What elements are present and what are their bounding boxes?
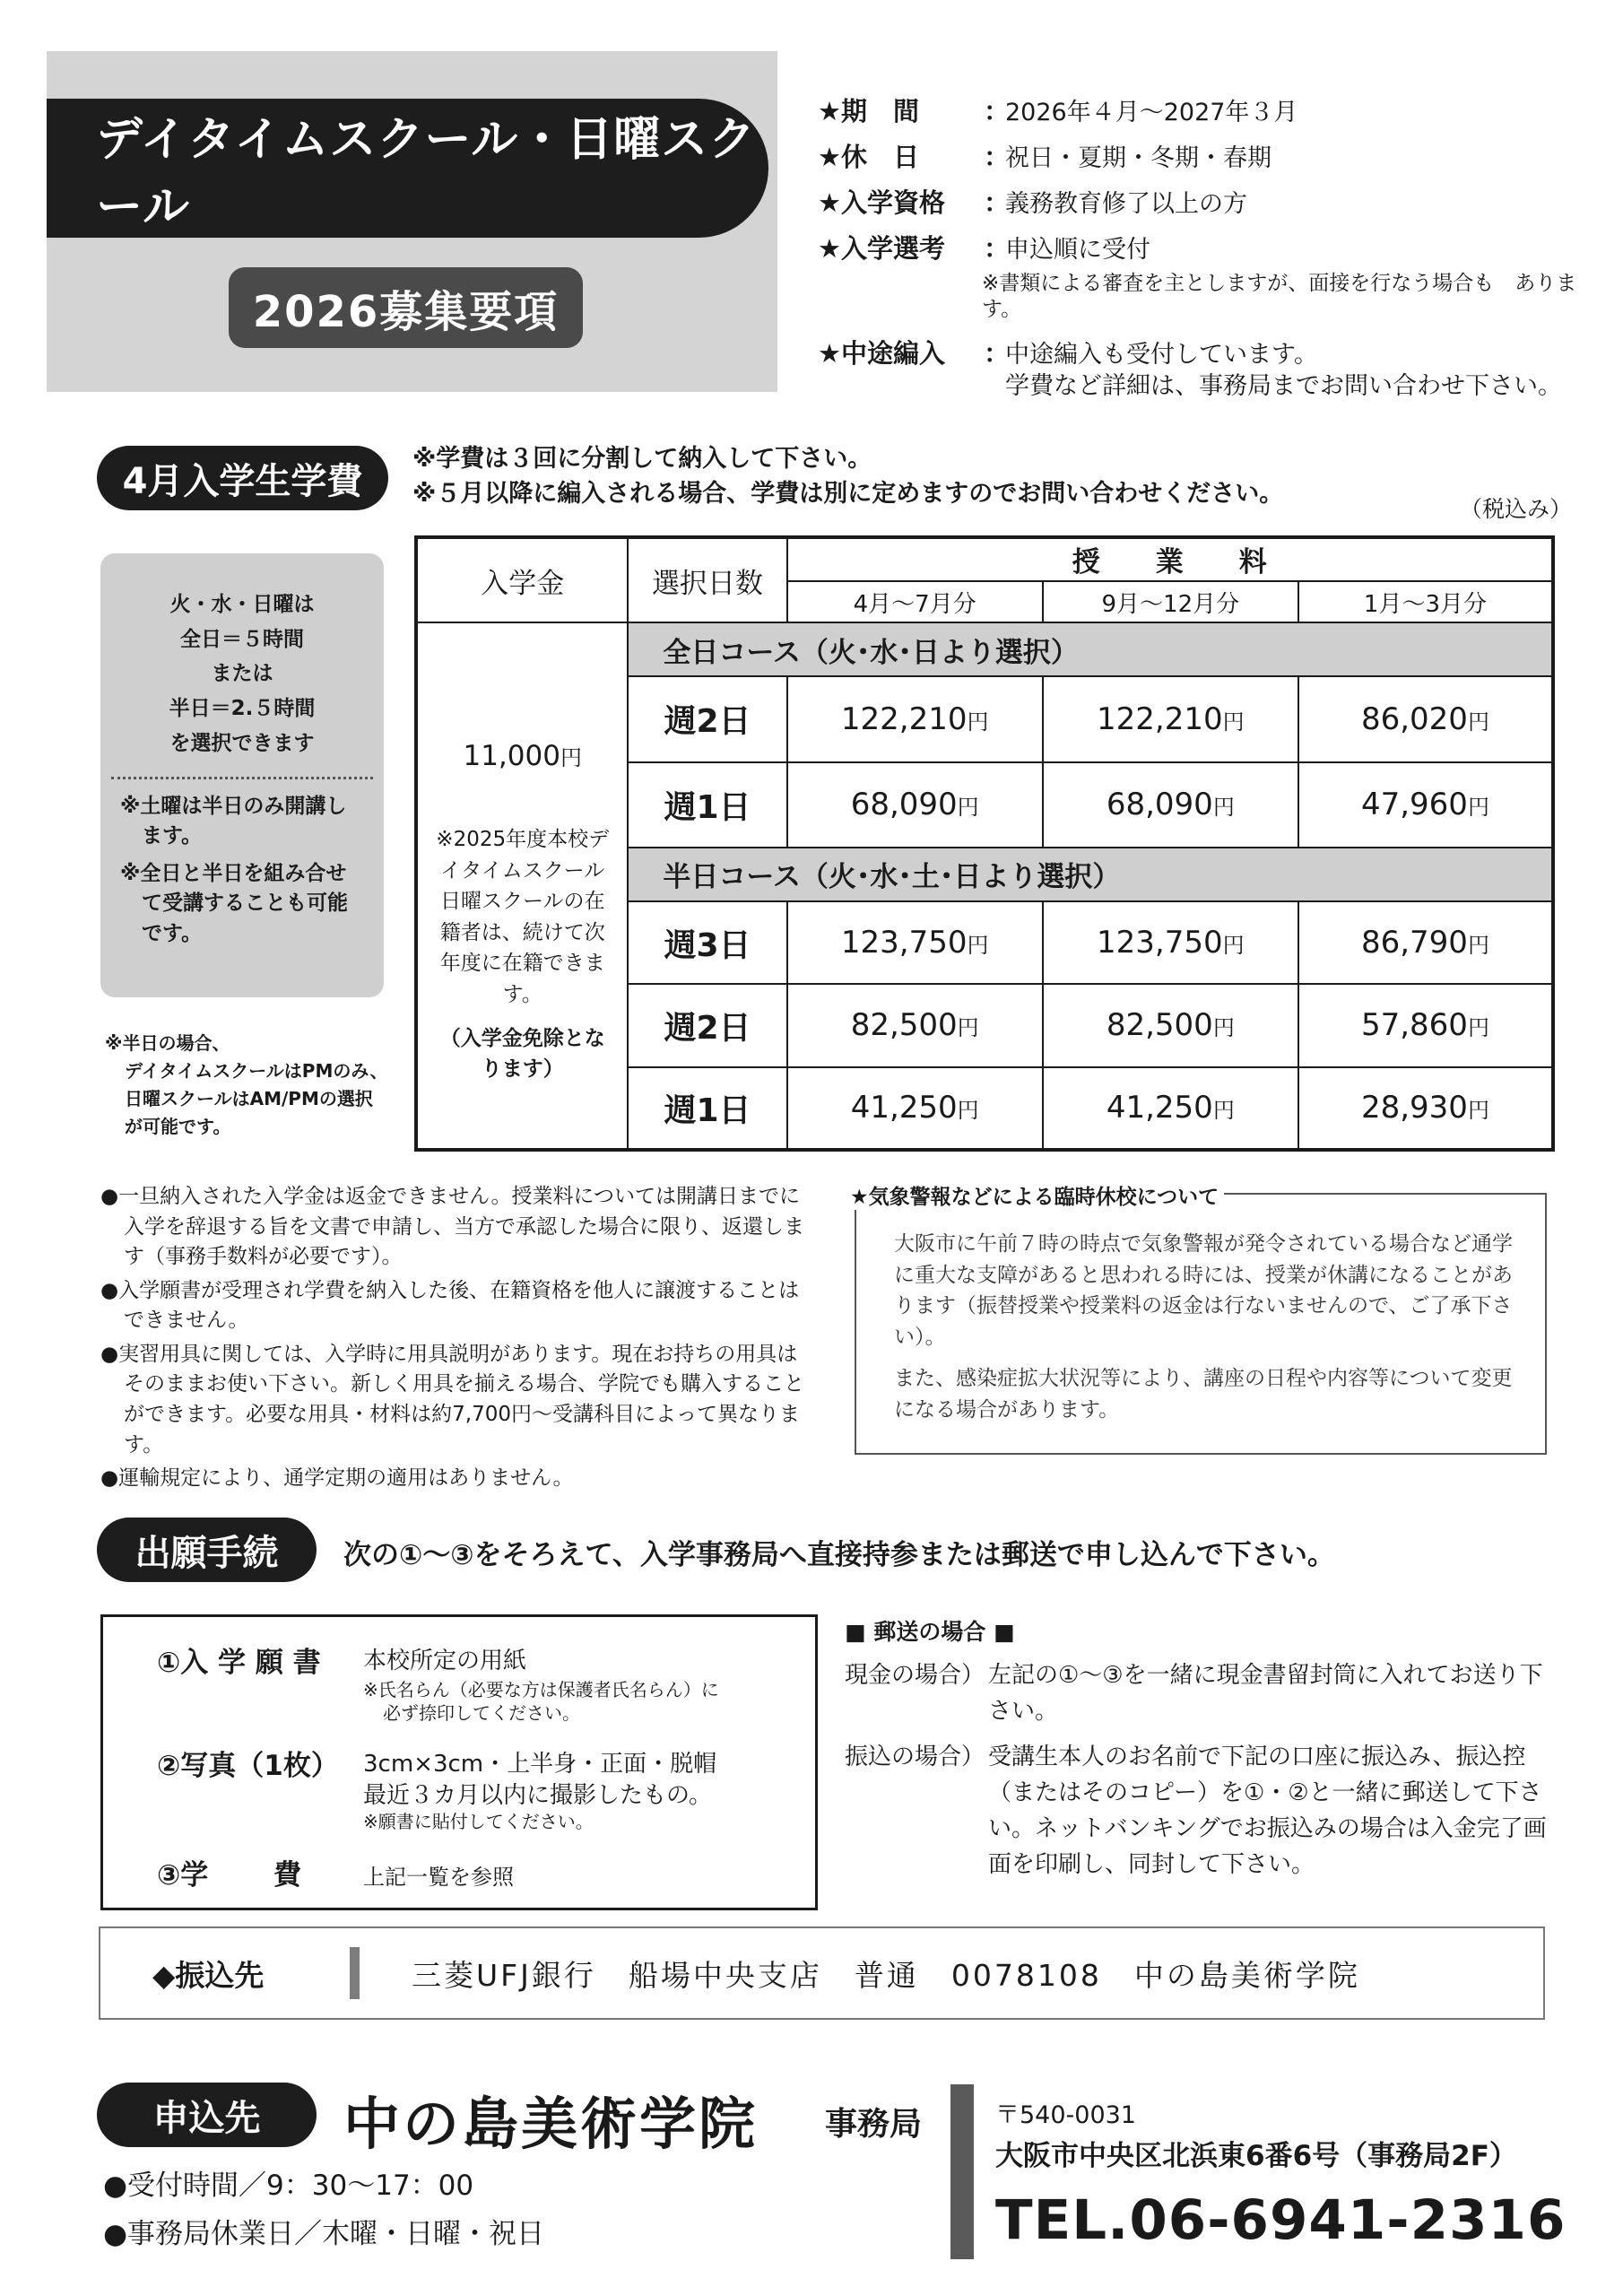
info-separator: ： xyxy=(984,337,1011,369)
doc-application-value: 本校所定の用紙 xyxy=(363,1648,527,1674)
mail-transfer-text: 受講生本人のお名前で下記の口座に振込み、振込控（またはそのコピー）を①・②と一緒に郵送して下さい。ネットバンキングでお振込みの場合は入金完了画面を印刷し、同封して下さい。 xyxy=(988,1743,1547,1879)
info-midway-label: ★中途編入 xyxy=(818,337,945,369)
info-qualification xyxy=(818,183,1598,220)
weather-paragraph-2: また、感染症拡大状況等により、講座の日程や内容等について変更になる場合があります。 xyxy=(894,1367,1513,1422)
half-day-note xyxy=(105,1030,388,1141)
doc-fee-label: ③学 費 xyxy=(157,1859,302,1892)
mail-title: ■ 郵送の場合 ■ xyxy=(845,1619,1015,1645)
price-cell: 86,790円 xyxy=(1298,901,1553,984)
application-lead: 次の①～③をそろえて、入学事務局へ直接持参または郵送で申し込んで下さい。 xyxy=(343,1539,1335,1571)
doc-application-note-2: 必ず捺印してください。 xyxy=(383,1702,580,1724)
info-selection-value: 申込順に受付 xyxy=(1005,236,1150,265)
fees-section-title: 4月入学生学費 xyxy=(97,446,388,510)
closed-days: ●事務局休業日／木曜・日曜・祝日 xyxy=(103,2218,545,2251)
fee-notes xyxy=(412,441,1283,511)
mail-cash-label: 現金の場合） xyxy=(845,1662,985,1689)
info-midway-value xyxy=(1005,339,1598,402)
info-selection xyxy=(818,229,1598,265)
required-documents-box xyxy=(100,1614,818,1910)
price-cell: 123,750円 xyxy=(1043,901,1298,984)
school-name: 中の島美術学院 xyxy=(343,2092,758,2157)
header-days: 選択日数 xyxy=(628,537,786,622)
price-cell: 68,090円 xyxy=(1043,762,1298,848)
policy-bullet: ●運輸規定により、通学定期の適用はありません。 xyxy=(100,1466,574,1491)
price-cell: 86,020円 xyxy=(1298,676,1553,761)
price-cell: 122,210円 xyxy=(1043,676,1298,761)
header-period-3: 1月～3月分 xyxy=(1298,581,1553,623)
days-cell: 週3日 xyxy=(628,901,786,984)
mail-transfer-label: 振込の場合） xyxy=(845,1743,985,1770)
info-qualification-label: ★入学資格 xyxy=(818,187,945,219)
admission-fee-cell xyxy=(416,622,628,1150)
price-cell: 123,750円 xyxy=(787,901,1043,984)
info-holiday xyxy=(818,137,1598,174)
contact-divider xyxy=(950,2084,974,2259)
half-day-note-line: デイタイムスクールはPMのみ、 xyxy=(125,1060,388,1082)
schedule-line: または xyxy=(211,662,273,686)
admission-exempt-note: （入学金免除となります） xyxy=(439,1027,605,1081)
admission-amount: 11,000円 xyxy=(463,740,582,773)
info-period xyxy=(818,91,1598,128)
info-separator: ： xyxy=(984,96,1011,126)
doc-photo-value-1: 3cm×3cm・上半身・正面・脱帽 xyxy=(363,1751,717,1778)
info-separator: ： xyxy=(984,187,1011,219)
header-tuition: 授 業 料 xyxy=(787,537,1553,581)
bank-account-text: 三菱UFJ銀行 船場中央支店 普通 0078108 中の島美術学院 xyxy=(412,1957,1360,1993)
policy-bullets xyxy=(100,1182,818,1498)
price-cell: 41,250円 xyxy=(1043,1067,1298,1150)
price-cell: 82,500円 xyxy=(1043,984,1298,1066)
header-period-2: 9月～12月分 xyxy=(1043,581,1298,623)
tax-note: （税込み） xyxy=(1460,496,1573,522)
info-period-label: ★期 間 xyxy=(818,96,919,126)
recruitment-badge: 2026募集要項 xyxy=(229,267,583,348)
bank-account-box xyxy=(99,1926,1545,2020)
info-holiday-label: ★休 日 xyxy=(818,142,919,173)
days-cell: 週1日 xyxy=(628,762,786,848)
doc-application-note-1: ※氏名らん（必要な方は保護者氏名らん）に xyxy=(363,1679,719,1700)
price-cell: 82,500円 xyxy=(787,984,1043,1066)
half-day-note-line: ※半日の場合、 xyxy=(105,1032,230,1054)
price-cell: 47,960円 xyxy=(1298,762,1553,848)
full-course-title: 全日コース（火･水･日より選択） xyxy=(628,622,1553,676)
fee-note-2: ※５月以降に編入される場合、学費は別に定めますのでお問い合わせください。 xyxy=(412,480,1284,509)
doc-fee-value: 上記一覧を参照 xyxy=(363,1865,514,1890)
mail-transfer-row xyxy=(845,1739,1553,1883)
schedule-line: 半日＝2.５時間 xyxy=(169,696,316,720)
fee-table xyxy=(414,535,1555,1152)
price-cell: 28,930円 xyxy=(1298,1067,1553,1150)
half-day-note-line: が可能です。 xyxy=(125,1116,231,1137)
contact-section-title: 申込先 xyxy=(97,2083,317,2147)
info-separator: ： xyxy=(984,142,1011,173)
schedule-line: 火・水・日曜は xyxy=(169,593,315,616)
info-qualification-value: 義務教育修了以上の方 xyxy=(1005,190,1247,219)
office-hours xyxy=(103,2161,544,2259)
schedule-info-box xyxy=(100,553,384,997)
doc-photo-value-2: 最近３カ月以内に撮影したもの。 xyxy=(363,1782,712,1809)
phone-number[interactable]: TEL.06-6941-2316 xyxy=(995,2188,1567,2252)
info-period-value: 2026年４月～2027年３月 xyxy=(1005,99,1298,126)
policy-bullet: ●入学願書が受理され学費を納入した後、在籍資格を他人に譲渡することはできません。 xyxy=(100,1278,800,1333)
half-day-note-line: 日曜スクールはAM/PMの選択 xyxy=(125,1088,373,1109)
reception-hours: ●受付時間／9：30～17：00 xyxy=(103,2170,474,2202)
info-midway-line-2: 学費など詳細は、事務局までお問い合わせ下さい。 xyxy=(1005,371,1562,400)
days-cell: 週2日 xyxy=(628,984,786,1066)
schedule-options xyxy=(120,587,364,761)
office-label: 事務局 xyxy=(825,2106,923,2143)
header-admission: 入学金 xyxy=(416,537,628,622)
doc-photo-note: ※願書に貼付してください。 xyxy=(363,1811,594,1832)
info-list xyxy=(818,91,1598,411)
price-cell: 122,210円 xyxy=(787,676,1043,761)
doc-photo-label: ②写真（1枚） xyxy=(157,1750,339,1782)
schedule-line: を選択できます xyxy=(169,731,315,755)
saturday-note: ※土曜は半日のみ開講します。 xyxy=(120,795,347,848)
weather-closure-box xyxy=(855,1193,1547,1455)
policy-bullet: ●実習用具に関しては、入学時に用具説明があります。現在お持ちの用具はそのままお使い下さい。新しく用具を揃える場合、学院でも購入することができます。必要な用具・材料は約7,700円～受講科目によって異なります。 xyxy=(100,1342,804,1457)
postal-code: 〒540-0031 xyxy=(995,2101,1136,2129)
bank-label: ◆振込先 xyxy=(152,1957,265,1993)
application-section-title: 出願手続 xyxy=(97,1518,317,1582)
page-title: デイタイムスクール・日曜スクール xyxy=(47,99,768,238)
info-separator: ： xyxy=(984,233,1011,265)
fee-note-1: ※学費は３回に分割して納入して下さい。 xyxy=(412,445,872,473)
policy-bullet: ●一旦納入された入学金は返金できません。授業料については開講日までに入学を辞退する旨を文書で申請し、当方で承認した場合に限り、返還します（事務手数料が必要です）。 xyxy=(100,1185,804,1269)
price-cell: 68,090円 xyxy=(787,762,1043,848)
weather-closure-title: ★気象警報などによる臨時休校について xyxy=(845,1180,1224,1210)
bank-divider xyxy=(350,1947,360,1999)
mail-cash-row xyxy=(845,1657,1553,1730)
weather-paragraph-1: 大阪市に午前７時の時点で気象警報が発令されている場合など通学に重大な支障があると思われる時には、授業が休講になることがあります（振替授業や授業料の返金は行ないませんので、ご了承下さい）。 xyxy=(894,1232,1513,1349)
days-cell: 週1日 xyxy=(628,1067,786,1150)
info-midway-line-1: 中途編入も受付しています。 xyxy=(1005,340,1318,369)
header-period-1: 4月～7月分 xyxy=(787,581,1043,623)
info-selection-note: ※書類による審査を主としますが、面接を行なう場合も あります。 xyxy=(982,272,1577,322)
info-midway xyxy=(818,334,1598,402)
half-course-title: 半日コース（火･水･土･日より選択） xyxy=(628,848,1553,901)
combination-note: ※全日と半日を組み合せて受講することも可能です。 xyxy=(120,861,348,945)
mail-instructions xyxy=(845,1614,1553,1892)
price-cell: 41,250円 xyxy=(787,1067,1043,1150)
mail-cash-text: 左記の①～③を一緒に現金書留封筒に入れてお送り下さい。 xyxy=(988,1662,1543,1726)
price-cell: 57,860円 xyxy=(1298,984,1553,1066)
admission-note: ※2025年度本校デイタイムスクール日曜スクールの在籍者は、続けて次年度に在籍できます。 xyxy=(436,828,610,1006)
dotted-divider xyxy=(111,777,373,779)
address: 大阪市中央区北浜東6番6号（事務局2F） xyxy=(995,2140,1517,2172)
days-cell: 週2日 xyxy=(628,676,786,761)
doc-application-label: ①入 学 願 書 xyxy=(157,1647,321,1679)
info-holiday-value: 祝日・夏期・冬期・春期 xyxy=(1005,144,1271,173)
schedule-line: 全日＝５時間 xyxy=(180,627,304,651)
info-selection-label: ★入学選考 xyxy=(818,233,945,265)
